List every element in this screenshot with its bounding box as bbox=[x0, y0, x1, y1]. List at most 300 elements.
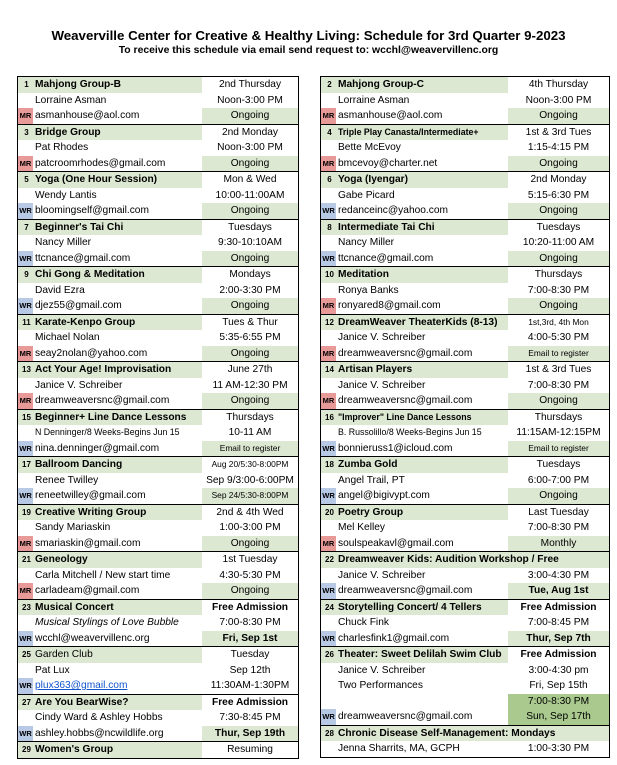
entry-title-row bbox=[321, 552, 609, 568]
room-tag: WR bbox=[321, 709, 336, 725]
contact-name: N Denninger/8 Weeks-Begins Jun 15 bbox=[35, 427, 180, 437]
email-cell bbox=[321, 203, 508, 219]
schedule-day: Tuesdays bbox=[202, 220, 298, 236]
activity-name: "Improver" Line Dance Lessons bbox=[338, 411, 472, 422]
entry-number: 22 bbox=[325, 555, 334, 564]
schedule-entry bbox=[18, 125, 298, 173]
schedule-time: 9:30-10:10AM bbox=[218, 237, 282, 248]
room-tag: WR bbox=[321, 583, 336, 599]
schedule-day: Free Admission bbox=[202, 600, 298, 616]
entry-email-row bbox=[18, 203, 298, 219]
entry-contact-row bbox=[18, 140, 298, 156]
performance-date: Fri, Sep 15th bbox=[529, 680, 588, 691]
contact-cell bbox=[18, 140, 202, 156]
email-cell bbox=[18, 678, 202, 694]
entry-number: 25 bbox=[22, 650, 31, 659]
activity-name: Beginner+ Line Dance Lessons bbox=[35, 411, 187, 423]
schedule-day: June 27th bbox=[202, 362, 298, 378]
contact-email: djez55@gmail.com bbox=[35, 300, 122, 311]
room-tag: WR bbox=[18, 251, 33, 267]
entry-title-row bbox=[321, 410, 609, 426]
contact-name: Bette McEvoy bbox=[338, 142, 401, 153]
entry-number: 19 bbox=[22, 507, 31, 517]
schedule-time: 6:00-7:00 PM bbox=[527, 474, 590, 486]
entry-status: Ongoing bbox=[508, 251, 609, 267]
contact-email: asmanhouse@aol.com bbox=[35, 110, 140, 121]
entry-contact-row bbox=[18, 235, 298, 251]
entry-number: 2 bbox=[327, 80, 332, 89]
entry-title-row bbox=[321, 505, 609, 521]
activity-name: Meditation bbox=[338, 269, 389, 280]
schedule-time: 7:30-8:45 PM bbox=[219, 712, 281, 723]
room-tag: WR bbox=[321, 203, 336, 219]
schedule-time: 2:00-3:30 PM bbox=[219, 284, 281, 296]
entry-title-cell bbox=[18, 172, 202, 188]
activity-name: Karate-Kenpo Group bbox=[35, 316, 136, 328]
email-cell bbox=[321, 488, 508, 504]
entry-title-row bbox=[18, 695, 298, 711]
schedule-time: 5:35-6:55 PM bbox=[219, 332, 281, 343]
contact-name: Sandy Mariaskin bbox=[35, 522, 111, 533]
entry-title-cell bbox=[321, 726, 609, 742]
room-tag: WR bbox=[321, 631, 336, 647]
contact-cell bbox=[321, 93, 508, 109]
contact-cell bbox=[321, 473, 508, 489]
entry-title-cell bbox=[321, 362, 508, 378]
schedule-entry bbox=[321, 125, 609, 173]
contact-name: Mel Kelley bbox=[338, 522, 385, 533]
entry-status: Ongoing bbox=[202, 583, 298, 599]
entry-email-row bbox=[18, 441, 298, 457]
entry-email-row bbox=[321, 393, 609, 409]
email-cell bbox=[18, 631, 202, 647]
schedule-time: 7:00-8:45 PM bbox=[527, 617, 590, 628]
schedule-day: Resuming bbox=[202, 742, 298, 758]
extra-cell bbox=[321, 678, 508, 694]
entry-title-row bbox=[321, 125, 609, 141]
schedule-entry bbox=[18, 77, 298, 125]
entry-contact-row bbox=[18, 568, 298, 584]
entry-title-cell bbox=[18, 267, 202, 283]
entry-title-cell bbox=[18, 220, 202, 236]
activity-name: Theater: Sweet Delilah Swim Club bbox=[338, 649, 502, 660]
entry-title-cell bbox=[18, 742, 202, 758]
entry-status: Email to register bbox=[508, 346, 609, 362]
email-cell bbox=[18, 203, 202, 219]
activity-name: Storytelling Concert/ 4 Tellers bbox=[338, 601, 482, 613]
entry-email-row bbox=[18, 393, 298, 409]
schedule-day: 1st,3rd, 4th Mon bbox=[508, 315, 609, 331]
contact-email: ttcnance@gmail.com bbox=[35, 252, 131, 264]
schedule-entry bbox=[321, 726, 609, 758]
email-cell bbox=[18, 536, 202, 552]
contact-cell bbox=[18, 93, 202, 109]
schedule-time: Sep 9/3:00-6:00PM bbox=[206, 474, 294, 486]
contact-email[interactable]: plux363@gmail.com bbox=[35, 680, 128, 691]
schedule-entry bbox=[18, 220, 298, 268]
entry-status: Ongoing bbox=[202, 298, 298, 314]
entry-title-row bbox=[321, 172, 609, 188]
entry-email-row bbox=[321, 536, 609, 552]
entry-contact-row bbox=[18, 378, 298, 394]
room-tag: MR bbox=[321, 108, 336, 124]
entry-number: 26 bbox=[325, 650, 334, 659]
contact-name: Janice V. Schreiber bbox=[35, 379, 123, 391]
email-cell bbox=[321, 108, 508, 124]
schedule-entry bbox=[321, 647, 609, 726]
activity-name: Chi Gong & Meditation bbox=[35, 269, 145, 280]
entry-status: Email to register bbox=[508, 441, 609, 457]
entry-title-row bbox=[18, 742, 298, 758]
schedule-time: Noon-3:00 PM bbox=[525, 94, 592, 106]
schedule-day: 2nd & 4th Wed bbox=[202, 505, 298, 521]
entry-email-row bbox=[18, 536, 298, 552]
entry-number: 3 bbox=[24, 127, 29, 137]
activity-name: Mahjong Group-C bbox=[338, 79, 425, 90]
schedule-day: Free Admission bbox=[202, 695, 298, 711]
email-cell bbox=[18, 393, 202, 409]
entry-title-cell bbox=[18, 457, 202, 473]
schedule-day: 1st & 3rd Tues bbox=[508, 125, 609, 141]
room-tag: MR bbox=[321, 156, 336, 172]
email-cell bbox=[321, 441, 508, 457]
email-cell bbox=[321, 393, 508, 409]
page-title: Weaverville Center for Creative & Healthy Living: Schedule for 3rd Quarter 9-2023 bbox=[51, 28, 566, 43]
contact-name: Nancy Miller bbox=[35, 237, 92, 248]
entry-extra-row bbox=[321, 694, 609, 710]
contact-cell bbox=[321, 188, 508, 204]
contact-cell bbox=[321, 520, 508, 536]
schedule-time: 7:00-8:30 PM bbox=[527, 284, 590, 296]
entry-title-row bbox=[18, 647, 298, 663]
entry-contact-row bbox=[321, 663, 609, 679]
entry-email-row bbox=[321, 583, 609, 599]
schedule-entry bbox=[18, 552, 298, 600]
entry-number: 18 bbox=[325, 460, 334, 469]
room-tag: MR bbox=[321, 346, 336, 362]
email-cell bbox=[18, 441, 202, 457]
schedule-time: 5:15-6:30 PM bbox=[527, 189, 590, 201]
contact-email: charlesfink1@gmail.com bbox=[338, 632, 450, 644]
contact-email: dreamweaversnc@gmail.com bbox=[338, 585, 473, 596]
schedule-day: Mondays bbox=[202, 267, 298, 283]
contact-cell bbox=[18, 663, 202, 679]
entry-email-row bbox=[321, 709, 609, 725]
activity-name: Geneology bbox=[35, 554, 88, 565]
entry-email-row bbox=[18, 631, 298, 647]
schedule-entry bbox=[321, 457, 609, 505]
entry-title-cell bbox=[321, 647, 508, 663]
room-tag: WR bbox=[321, 251, 336, 267]
entry-contact-row bbox=[321, 378, 609, 394]
email-cell bbox=[18, 251, 202, 267]
contact-cell bbox=[18, 235, 202, 251]
contact-email: bloomingself@gmail.com bbox=[35, 205, 149, 216]
entry-status: Ongoing bbox=[508, 108, 609, 124]
entry-email-row bbox=[321, 441, 609, 457]
contact-name: Chuck Fink bbox=[338, 617, 389, 628]
entry-number: 8 bbox=[327, 222, 332, 232]
room-tag: WR bbox=[321, 488, 336, 504]
room-tag: MR bbox=[321, 536, 336, 552]
entry-status: Ongoing bbox=[508, 393, 609, 409]
contact-email: ashley.hobbs@ncwildlife.org bbox=[35, 727, 164, 739]
entry-title-cell bbox=[321, 77, 508, 93]
entry-email-row bbox=[321, 346, 609, 362]
entry-status: Monthly bbox=[508, 536, 609, 552]
schedule-entry bbox=[321, 172, 609, 220]
activity-name: Artisan Players bbox=[338, 364, 413, 375]
entry-email-row bbox=[321, 156, 609, 172]
room-tag: MR bbox=[18, 393, 33, 409]
entry-contact-row bbox=[18, 520, 298, 536]
activity-name: Musical Concert bbox=[35, 601, 114, 613]
entry-title-row bbox=[18, 552, 298, 568]
entry-email-row bbox=[18, 726, 298, 742]
contact-name: Pat Lux bbox=[35, 664, 70, 676]
contact-cell bbox=[18, 330, 202, 346]
email-cell bbox=[321, 631, 508, 647]
activity-name: Bridge Group bbox=[35, 126, 101, 138]
schedule-time: 1:00-3:30 PM bbox=[527, 743, 590, 754]
schedule-day: Tuesdays bbox=[508, 220, 609, 236]
entry-email-row bbox=[321, 488, 609, 504]
email-cell bbox=[18, 298, 202, 314]
entry-status: Ongoing bbox=[508, 488, 609, 504]
schedule-entry bbox=[18, 172, 298, 220]
activity-name: Intermediate Tai Chi bbox=[338, 221, 435, 233]
contact-email: angel@bigivypt.com bbox=[338, 490, 430, 501]
entry-contact-row bbox=[321, 93, 609, 109]
contact-name: David Ezra bbox=[35, 284, 85, 296]
email-cell bbox=[321, 156, 508, 172]
entry-title-cell bbox=[321, 172, 508, 188]
schedule-column-right bbox=[320, 76, 610, 758]
page-subtitle: To receive this schedule via email send request to: wcchl@weavervillenc.org bbox=[118, 45, 499, 56]
contact-name: Carla Mitchell / New start time bbox=[35, 569, 171, 581]
entry-number: 7 bbox=[24, 222, 29, 232]
entry-title-cell bbox=[321, 125, 508, 141]
schedule-entry bbox=[18, 695, 298, 743]
contact-cell bbox=[18, 283, 202, 299]
contact-cell bbox=[18, 615, 202, 631]
activity-name: Garden Club bbox=[35, 649, 93, 660]
entry-title-row bbox=[321, 220, 609, 236]
entry-email-row bbox=[321, 203, 609, 219]
email-cell bbox=[18, 488, 202, 504]
schedule-header bbox=[0, 0, 617, 58]
entry-title-row bbox=[18, 505, 298, 521]
room-tag: WR bbox=[18, 298, 33, 314]
entry-email-row bbox=[18, 156, 298, 172]
contact-name: Pat Rhodes bbox=[35, 142, 89, 153]
activity-name: Dreamweaver Kids: Audition Workshop / Free bbox=[338, 554, 559, 565]
entry-email-row bbox=[18, 678, 298, 694]
entry-contact-row bbox=[321, 741, 609, 757]
entry-contact-row bbox=[321, 473, 609, 489]
entry-title-row bbox=[321, 77, 609, 93]
schedule-time: 3:00-4:30 PM bbox=[527, 569, 590, 581]
entry-title-cell bbox=[321, 600, 508, 616]
entry-contact-row bbox=[321, 520, 609, 536]
contact-name: Renee Twilley bbox=[35, 474, 99, 486]
entry-number: 10 bbox=[325, 270, 334, 279]
entry-status: Email to register bbox=[202, 441, 298, 457]
contact-cell bbox=[18, 568, 202, 584]
contact-name: Janice V. Schreiber bbox=[338, 664, 426, 676]
entry-title-cell bbox=[321, 505, 508, 521]
entry-contact-row bbox=[321, 188, 609, 204]
entry-contact-row bbox=[18, 710, 298, 726]
entry-title-row bbox=[18, 457, 298, 473]
contact-name: Ronya Banks bbox=[338, 284, 399, 296]
schedule-day: 1st Tuesday bbox=[202, 552, 298, 568]
entry-title-cell bbox=[18, 505, 202, 521]
entry-title-cell bbox=[18, 77, 202, 93]
contact-cell bbox=[321, 615, 508, 631]
entry-status: Ongoing bbox=[202, 393, 298, 409]
entry-status: 11:30AM-1:30PM bbox=[202, 678, 298, 694]
entry-number: 4 bbox=[327, 127, 332, 137]
contact-email: bonnieruss1@icloud.com bbox=[338, 442, 453, 454]
entry-title-row bbox=[18, 220, 298, 236]
activity-name: Triple Play Canasta/Intermediate+ bbox=[338, 126, 479, 137]
activity-name: Yoga (Iyengar) bbox=[338, 174, 409, 185]
email-cell bbox=[321, 346, 508, 362]
entry-status: Ongoing bbox=[508, 203, 609, 219]
entry-status: Fri, Sep 1st bbox=[202, 631, 298, 647]
entry-title-cell bbox=[321, 552, 609, 568]
contact-name: Gabe Picard bbox=[338, 189, 395, 201]
activity-name: Beginner's Tai Chi bbox=[35, 221, 124, 233]
contact-name: B. Russolillo/8 Weeks-Begins Jun 15 bbox=[338, 427, 482, 437]
entry-title-row bbox=[18, 410, 298, 426]
entry-title-row bbox=[18, 362, 298, 378]
entry-number: 23 bbox=[22, 602, 31, 612]
entry-status: Ongoing bbox=[202, 203, 298, 219]
entry-title-cell bbox=[18, 695, 202, 711]
activity-name: Act Your Age! Improvisation bbox=[35, 364, 172, 375]
entry-status: Ongoing bbox=[202, 156, 298, 172]
contact-email: reneetwilley@gmail.com bbox=[35, 490, 146, 501]
entry-title-row bbox=[321, 362, 609, 378]
schedule-entry bbox=[18, 457, 298, 505]
entry-number: 20 bbox=[325, 507, 334, 517]
schedule-entry bbox=[321, 552, 609, 600]
contact-name: Janice V. Schreiber bbox=[338, 332, 426, 343]
email-cell bbox=[18, 726, 202, 742]
contact-cell bbox=[321, 425, 508, 441]
contact-cell bbox=[18, 425, 202, 441]
entry-email-row bbox=[18, 298, 298, 314]
schedule-time: 4:00-5:30 PM bbox=[527, 332, 590, 343]
entry-number: 9 bbox=[24, 270, 29, 279]
entry-title-row bbox=[18, 267, 298, 283]
entry-number: 28 bbox=[325, 728, 334, 738]
entry-title-cell bbox=[18, 315, 202, 331]
entry-title-cell bbox=[321, 315, 508, 331]
entry-title-row bbox=[18, 600, 298, 616]
contact-email: nina.denninger@gmail.com bbox=[35, 442, 160, 454]
entry-email-row bbox=[321, 108, 609, 124]
entry-title-cell bbox=[321, 267, 508, 283]
entry-email-row bbox=[321, 251, 609, 267]
entry-title-cell bbox=[18, 600, 202, 616]
contact-cell bbox=[18, 520, 202, 536]
entry-title-row bbox=[18, 125, 298, 141]
entry-number: 24 bbox=[325, 602, 334, 612]
schedule-day: Thursdays bbox=[202, 410, 298, 426]
entry-title-row bbox=[321, 726, 609, 742]
contact-email: smariaskin@gmail.com bbox=[35, 537, 141, 549]
room-tag: WR bbox=[321, 441, 336, 457]
contact-name: Jenna Sharrits, MA, GCPH bbox=[338, 743, 460, 754]
entry-status: Sun, Sep 17th bbox=[508, 709, 609, 725]
contact-email: dreamweaversnc@gmail.com bbox=[338, 711, 473, 722]
contact-cell bbox=[321, 663, 508, 679]
schedule-day: Mon & Wed bbox=[202, 172, 298, 188]
entry-contact-row bbox=[18, 663, 298, 679]
schedule-entry bbox=[321, 220, 609, 268]
schedule-entry bbox=[321, 410, 609, 458]
contact-name: Michael Nolan bbox=[35, 332, 100, 343]
contact-name: Musical Stylings of Love Bubble bbox=[35, 617, 179, 628]
entry-email-row bbox=[18, 488, 298, 504]
entry-number: 1 bbox=[24, 80, 29, 89]
schedule-entry bbox=[18, 742, 298, 759]
activity-name: Women's Group bbox=[35, 744, 114, 755]
entry-number: 5 bbox=[24, 175, 29, 184]
entry-number: 17 bbox=[22, 460, 31, 469]
entry-contact-row bbox=[321, 235, 609, 251]
schedule-entry bbox=[18, 410, 298, 458]
contact-name: Lorraine Asman bbox=[338, 94, 410, 106]
entry-status: Ongoing bbox=[202, 108, 298, 124]
email-cell bbox=[18, 156, 202, 172]
email-cell bbox=[18, 108, 202, 124]
entry-contact-row bbox=[321, 283, 609, 299]
contact-name: Nancy Miller bbox=[338, 237, 395, 248]
schedule-entry bbox=[321, 600, 609, 648]
entry-status: Ongoing bbox=[202, 346, 298, 362]
room-tag: WR bbox=[18, 441, 33, 457]
contact-name: Angel Trail, PT bbox=[338, 474, 405, 486]
schedule-time: 1:00-3:00 PM bbox=[219, 522, 281, 533]
entry-status: Thur, Sep 19th bbox=[202, 726, 298, 742]
schedule-time: 11 AM-12:30 PM bbox=[212, 379, 288, 391]
activity-name: Chronic Disease Self-Management: Mondays bbox=[338, 727, 556, 739]
entry-contact-row bbox=[18, 330, 298, 346]
entry-title-cell bbox=[321, 220, 508, 236]
entry-number: 6 bbox=[327, 175, 332, 184]
schedule-day: Free Admission bbox=[508, 647, 609, 663]
contact-email: carladeam@gmail.com bbox=[35, 585, 140, 596]
schedule-time: 7:00-8:30 PM bbox=[527, 522, 590, 533]
entry-title-row bbox=[18, 77, 298, 93]
entry-number: 14 bbox=[325, 365, 334, 374]
entry-contact-row bbox=[321, 140, 609, 156]
entry-title-row bbox=[321, 457, 609, 473]
contact-email: seay2nolan@yahoo.com bbox=[35, 347, 148, 359]
entry-email-row bbox=[18, 251, 298, 267]
entry-title-cell bbox=[18, 647, 202, 663]
room-tag: MR bbox=[18, 536, 33, 552]
schedule-day: 4th Thursday bbox=[508, 77, 609, 93]
entry-title-row bbox=[321, 315, 609, 331]
schedule-time: 10:20-11:00 AM bbox=[522, 237, 595, 248]
contact-cell bbox=[18, 188, 202, 204]
schedule-entry bbox=[321, 267, 609, 315]
